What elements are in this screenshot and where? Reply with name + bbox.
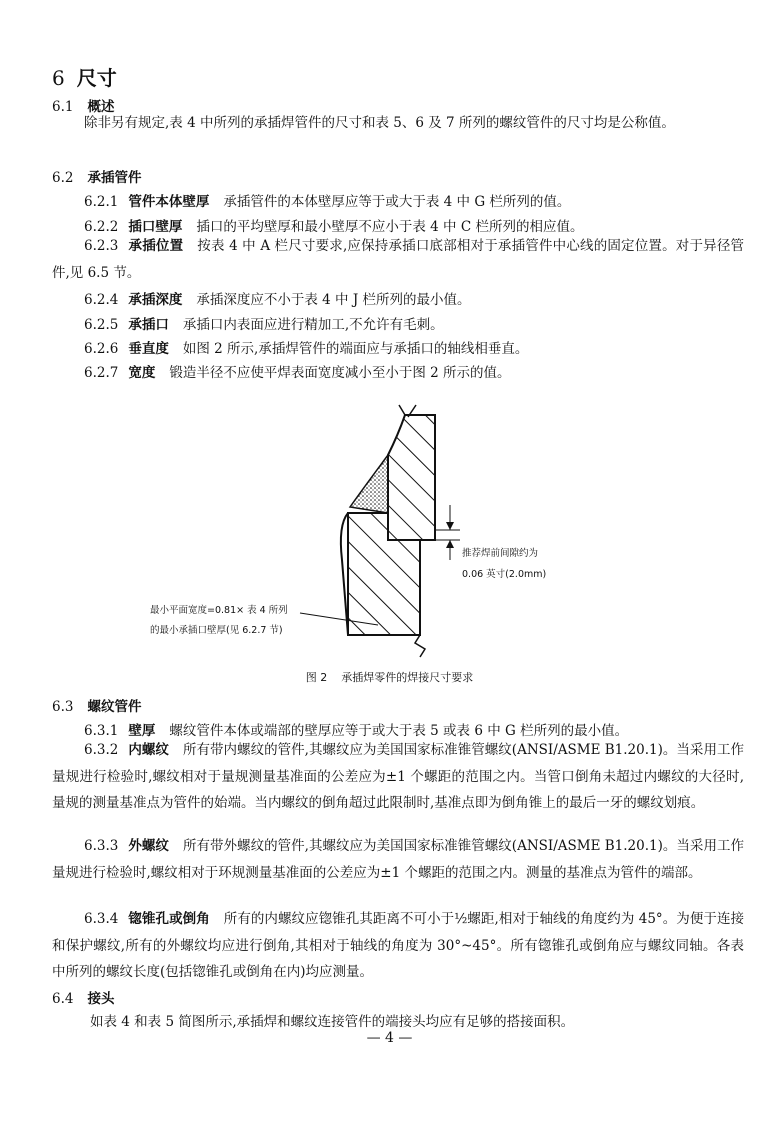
item-6-2-5: 6.2.5 承插口 承插口内表面应进行精加工,不允许有毛刺。 — [84, 317, 444, 333]
fitting-wall — [388, 415, 435, 540]
section-6-heading: 6 尺寸 — [52, 66, 117, 90]
section-6-3-heading: 6.3 螺纹管件 — [52, 699, 142, 715]
break-mark-bottom — [415, 635, 425, 657]
flat-note-line2: 的最小承插口壁厚(见 6.2.7 节) — [150, 625, 283, 636]
item-6-3-1: 6.3.1 壁厚 螺纹管件本体或端部的壁厚应等于或大于表 5 或表 6 中 G 栏所列的最小值。 — [84, 723, 629, 739]
item-6-2-3: 6.2.3 承插位置 按表 4 中 A 栏尺寸要求,应保持承插口底部相对于承插管件中心线的固定位置。对于异径管件,见 6.5 节。 — [52, 238, 745, 281]
pipe-outline — [341, 513, 348, 635]
flat-note-line1: 最小平面宽度=0.81× 表 4 所列 — [150, 605, 288, 616]
item-6-2-2: 6.2.2 插口壁厚 插口的平均壁厚和最小壁厚不应小于表 4 中 C 栏所列的相应值。 — [84, 219, 584, 235]
figure-caption: 图 2 承插焊零件的焊接尺寸要求 — [305, 671, 474, 684]
item-6-2-7: 6.2.7 宽度 锻造半径不应使平焊表面宽度减小至小于图 2 所示的值。 — [84, 365, 511, 381]
item-6-2-4: 6.2.4 承插深度 承插深度应不小于表 4 中 J 栏所列的最小值。 — [84, 292, 471, 308]
page-number: — 4 — — [366, 1030, 413, 1046]
gap-dimension — [435, 505, 460, 560]
item-6-2-1: 6.2.1 管件本体壁厚 承插管件的本体壁厚应等于或大于表 4 中 G 栏所列的值。 — [84, 194, 571, 210]
item-6-3-3: 6.3.3 外螺纹 所有带外螺纹的管件,其螺纹应为美国国家标准锥管螺纹(ANSI/ASME B1.20.1)。当采用工作量规进行检验时,螺纹相对于环规测量基准面的公差应为±1 个螺距的范围之内。测量的基准点为管件的端部。 — [52, 838, 745, 881]
section-6-1-heading: 6.1 概述 — [52, 99, 115, 115]
section-6-4-text: 如表 4 和表 5 简图所示,承插焊和螺纹连接管件的端接头均应有足够的搭接面积。 — [90, 1014, 575, 1030]
item-6-2-6: 6.2.6 垂直度 如图 2 所示,承插焊管件的端面应与承插口的轴线相垂直。 — [84, 341, 529, 357]
section-6-2-heading: 6.2 承插管件 — [52, 170, 142, 186]
gap-note-line2: 0.06 英寸(2.0mm) — [462, 569, 547, 580]
weld-bead — [350, 455, 388, 513]
item-6-3-4: 6.3.4 锪锥孔或倒角 所有的内螺纹应锪锥孔其距离不可小于½螺距,相对于轴线的角度约为 45°。为便于连接和保护螺纹,所有的外螺纹均应进行倒角,其相对于轴线的角度为 30°~45°。所有锪锥孔或倒角应与螺纹同轴。各表中所列的螺纹长度(包括锪锥孔或倒角在内)均应测量。 — [52, 911, 744, 980]
gap-note-line1: 推荐焊前间隙约为 — [462, 548, 539, 559]
section-6-1-text: 除非另有规定,表 4 中所列的承插焊管件的尺寸和表 5、6 及 7 所列的螺纹管件的尺寸均是公称值。 — [84, 115, 675, 131]
section-6-4-heading: 6.4 接头 — [52, 991, 115, 1007]
item-6-3-2: 6.3.2 内螺纹 所有带内螺纹的管件,其螺纹应为美国国家标准锥管螺纹(ANSI/ASME B1.20.1)。当采用工作量规进行检验时,螺纹相对于量规测量基准面的公差应为±1 个螺距的范围之内。当管口倒角未超过内螺纹的大径时,量规的测量基准点为管件的始端。当内螺纹的倒角超过此限制时,基准点即为倒角锥上的最后一牙的螺纹划痕。 — [52, 742, 745, 811]
